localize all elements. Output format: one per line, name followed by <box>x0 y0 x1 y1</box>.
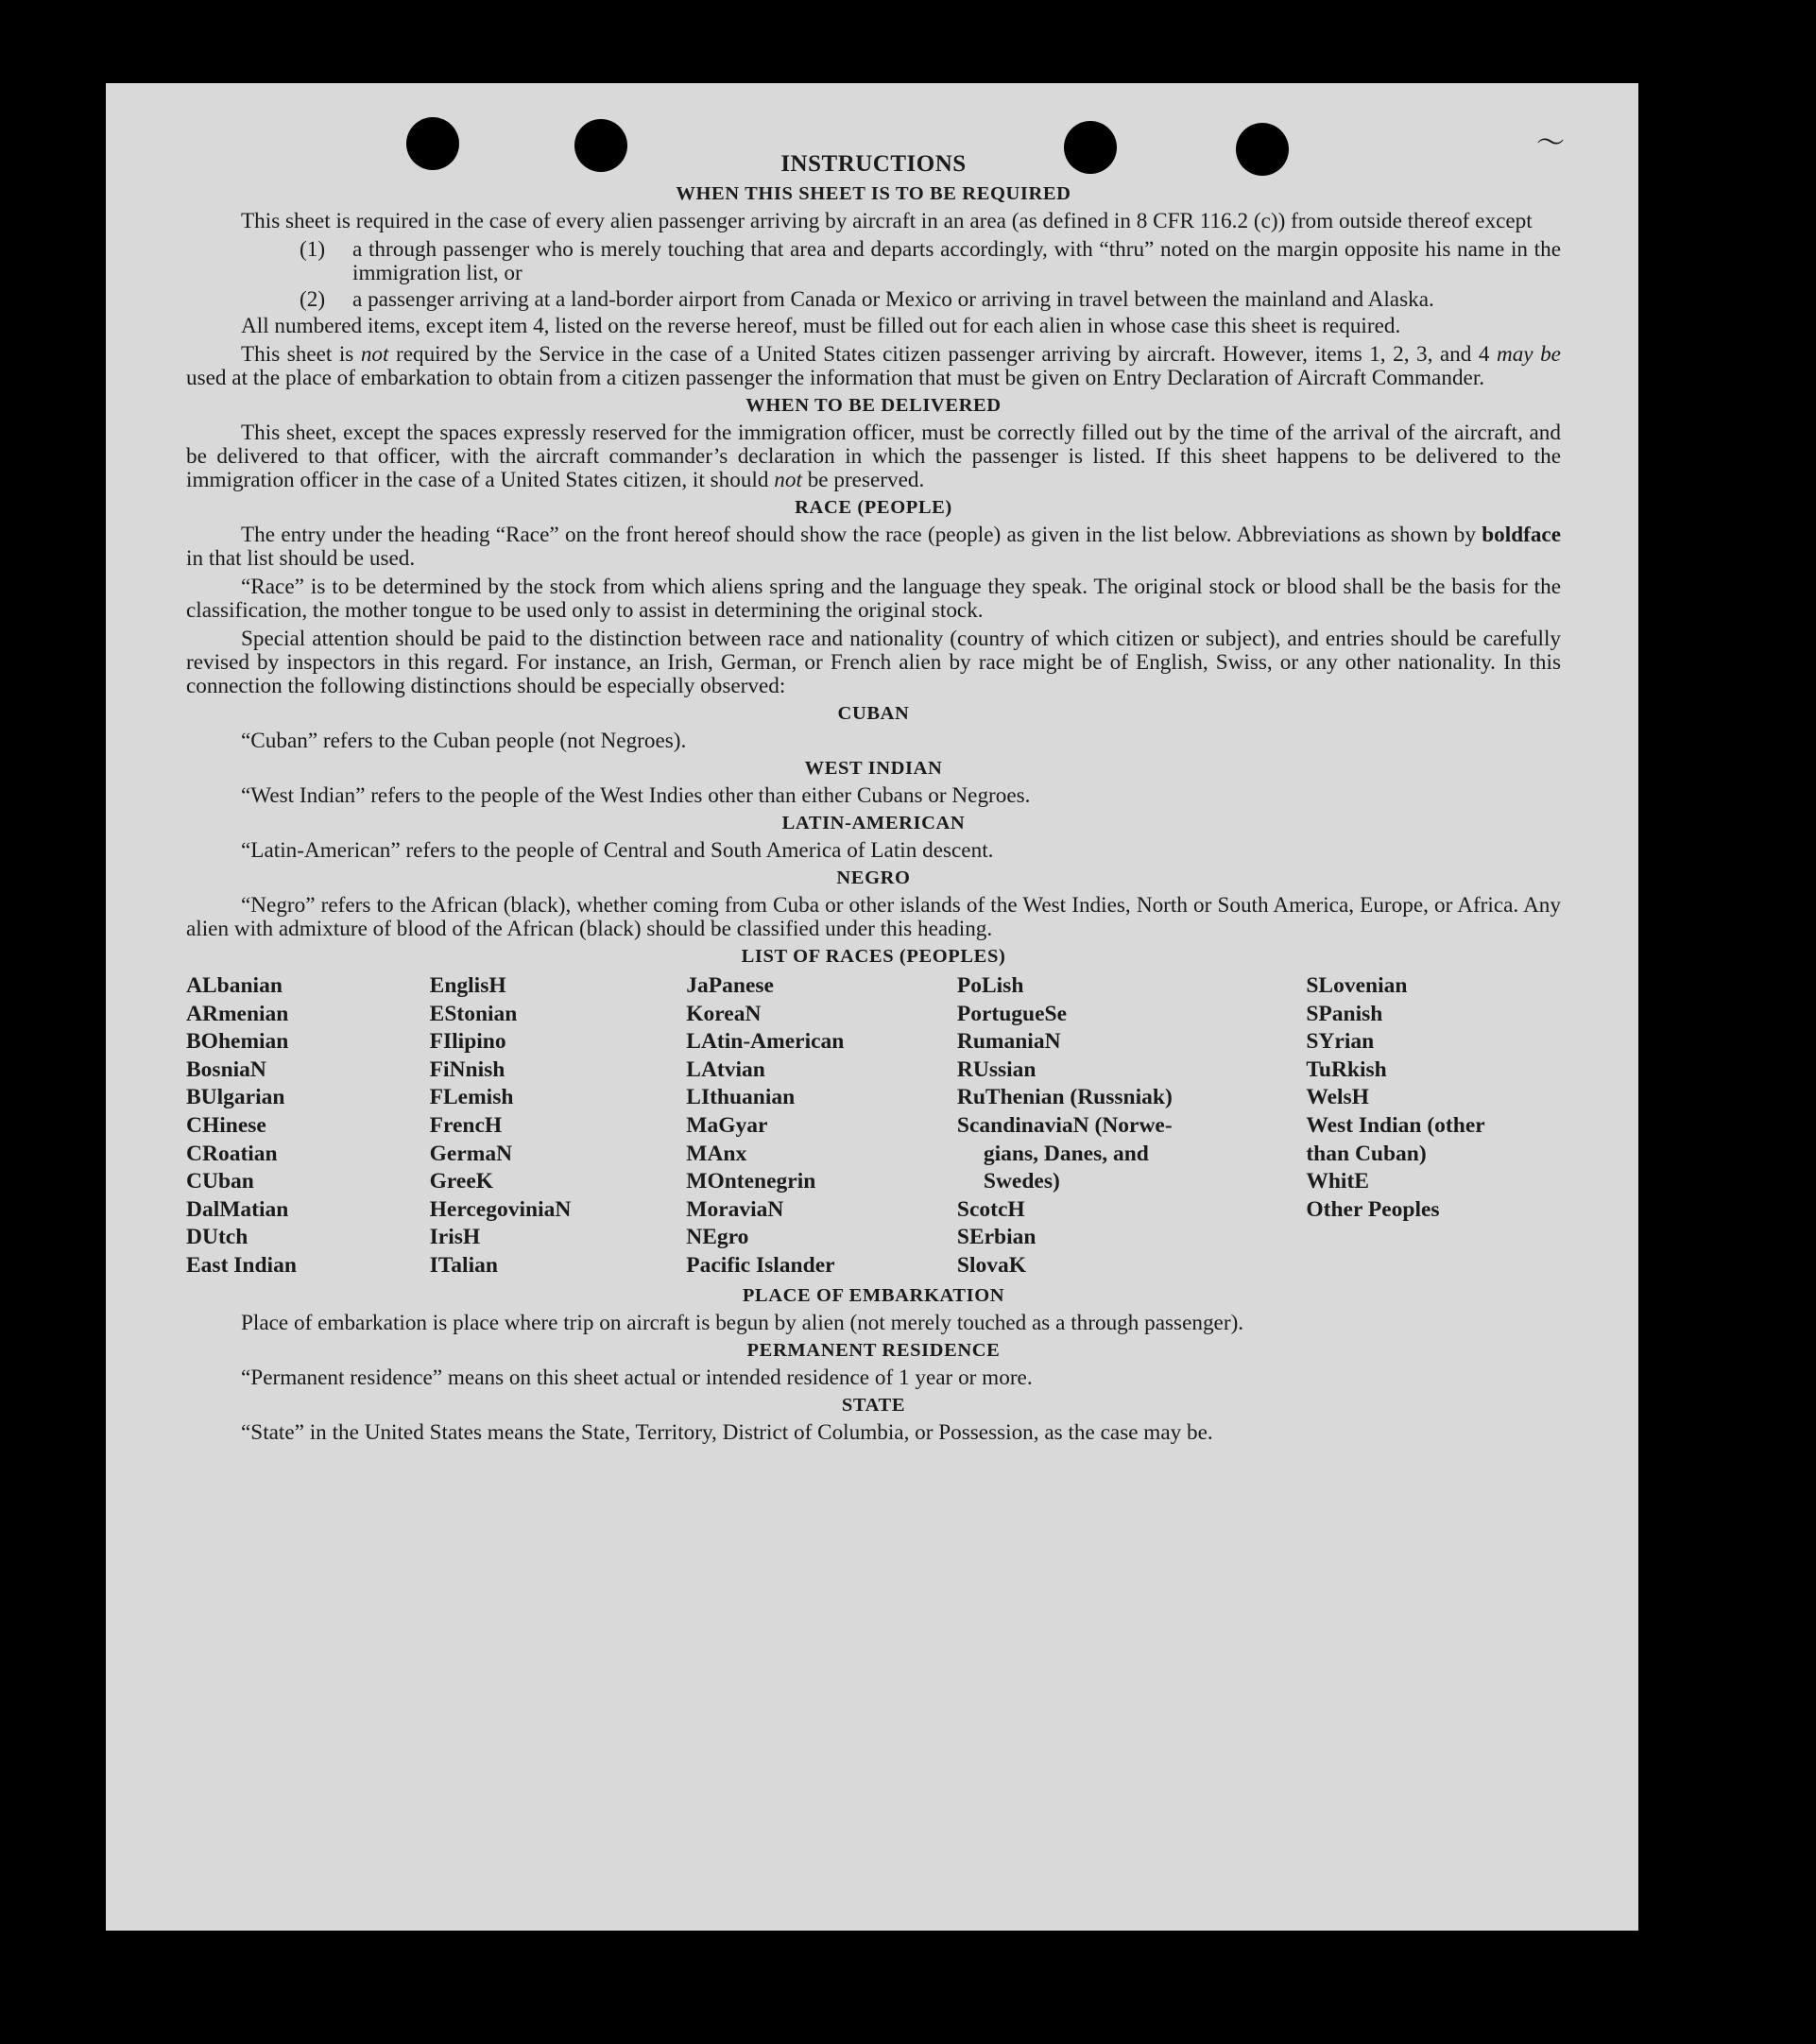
paragraph-latin-american: “Latin-American” refers to the people of Central and South America of Latin descent. <box>241 838 994 863</box>
race-entry: FiNnish <box>429 1056 505 1082</box>
paragraph-cuban: “Cuban” refers to the Cuban people (not Negroes). <box>241 729 687 753</box>
race-entry: RUssian <box>956 1056 1036 1082</box>
race-entry: SLovenian <box>1306 973 1408 998</box>
races-column <box>686 972 957 1280</box>
race-entry: CRoatian <box>186 1141 278 1166</box>
paragraph-residence: “Permanent residence” means on this sheet actual or intended residence of 1 year or more. <box>241 1365 1033 1390</box>
paragraph-embarkation: Place of embarkation is place where trip on aircraft is begun by alien (not merely touched as a through passenger). <box>241 1310 1244 1335</box>
instructions-content <box>186 151 1561 1450</box>
section-heading-when-delivered: WHEN TO BE DELIVERED <box>745 395 1002 416</box>
section-heading-embarkation: PLACE OF EMBARKATION <box>742 1284 1005 1306</box>
race-entry: EStonian <box>429 1001 518 1026</box>
paragraph-citizen-passenger: This sheet is not required by the Service in the case of a United States citizen passenger arriving by aircraft. However, items 1, 2, 3, and 4 may be used at the place of embarkation to obtain from a citizen passenger the information that must be given on Entry Declaration of Aircraft Commander. <box>186 342 1561 390</box>
race-entry: FIlipino <box>429 1029 506 1055</box>
race-entry: ScotcH <box>956 1196 1025 1222</box>
race-entry: DalMatian <box>186 1196 289 1222</box>
exception-text: a through passenger who is merely touching that area and departs accordingly, with “thru” noted on the margin opposite his name in the immigration list, or <box>352 237 1561 285</box>
race-entry-line: gians, Danes, and <box>983 1141 1149 1166</box>
race-entry-line: than Cuban) <box>1306 1141 1427 1166</box>
race-entry: IrisH <box>429 1225 481 1250</box>
race-entry: SlovaK <box>956 1252 1027 1278</box>
handwritten-mark: 〜 <box>1536 127 1565 160</box>
paragraph-when-required-intro: This sheet is required in the case of every alien passenger arriving by aircraft in an area (as defined in 8 CFR 116.2 (c)) from outside thereof except <box>241 209 1533 233</box>
exception-number: (2) <box>300 287 326 312</box>
race-entry: SPanish <box>1306 1001 1383 1026</box>
document-sheet <box>106 83 1638 1931</box>
race-entry: RuThenian (Russniak) <box>956 1085 1173 1110</box>
paragraph-numbered-items: All numbered items, except item 4, listed on the reverse hereof, must be filled out for each alien in whose case this sheet is required. <box>241 314 1401 338</box>
paragraph-negro: “Negro” refers to the African (black), whether coming from Cuba or other islands of the West Indies, North or South America, Europe, or Africa. Any alien with admixture of blood of the African (black) should be classified under this heading. <box>186 893 1561 941</box>
section-heading-residence: PERMANENT RESIDENCE <box>746 1339 1001 1361</box>
exception-item <box>300 238 1561 285</box>
exception-item <box>300 288 1561 312</box>
race-entry: LAtvian <box>686 1056 765 1082</box>
race-entry-line: ScandinaviaN (Norwe- <box>956 1112 1173 1138</box>
section-heading-west-indian: WEST INDIAN <box>804 758 943 779</box>
race-entry: LIthuanian <box>686 1085 796 1110</box>
race-entry: WelsH <box>1306 1085 1369 1110</box>
page-title: INSTRUCTIONS <box>780 151 967 177</box>
race-entry: SErbian <box>956 1225 1036 1250</box>
race-entry: HercegoviniaN <box>429 1196 572 1222</box>
race-entry: BUlgarian <box>186 1085 285 1110</box>
race-entry: Other Peoples <box>1306 1196 1440 1222</box>
paragraph-race-distinction: Special attention should be paid to the distinction between race and nationality (country of which citizen or subject), and entries should be carefully revised by inspectors in this regard. For instance, an Irish, German, or French alien by race might be of English, Swiss, or any other nationality. In this connection the following distinctions should be especially observed: <box>186 627 1561 698</box>
race-entry: MoraviaN <box>686 1196 784 1222</box>
race-entry-line: Swedes) <box>983 1169 1060 1194</box>
race-entry: MaGyar <box>686 1112 768 1138</box>
paragraph-race-entry: The entry under the heading “Race” on the front hereof should show the race (people) as given in the list below. Abbreviations as shown by boldface in that list should be used. <box>186 523 1561 571</box>
race-entry: BosniaN <box>186 1056 266 1082</box>
race-entry: WhitE <box>1306 1169 1369 1194</box>
exception-text: a passenger arriving at a land-border airport from Canada or Mexico or arriving in travel between the mainland and Alaska. <box>352 287 1434 312</box>
race-entry: ALbanian <box>186 973 283 998</box>
races-list <box>186 972 1561 1280</box>
paragraph-race-definition: “Race” is to be determined by the stock from which aliens spring and the language they speak. The original stock or blood shall be the basis for the classification, the mother tongue to be used only to assist in determining the original stock. <box>186 575 1561 623</box>
race-entry-west-indian <box>1306 1112 1561 1168</box>
paragraph-when-delivered: This sheet, except the spaces expressly reserved for the immigration officer, must be correctly filled out by the time of the arrival of the aircraft, and be delivered to that officer, with the aircraft commander’s declaration in which the passenger is listed. If this sheet happens to be delivered to the immigration officer in the case of a United States citizen, it should not be preserved. <box>186 421 1561 492</box>
race-entry: TuRkish <box>1306 1056 1387 1082</box>
races-column <box>1306 972 1561 1280</box>
race-entry: GermaN <box>429 1141 513 1166</box>
section-heading-list-of-races: LIST OF RACES (PEOPLES) <box>741 946 1006 967</box>
race-entry: PortugueSe <box>956 1001 1068 1026</box>
race-entry: SYrian <box>1306 1029 1375 1055</box>
section-heading-cuban: CUBAN <box>837 703 910 724</box>
races-column <box>430 972 687 1280</box>
race-entry: Pacific Islander <box>686 1252 835 1278</box>
race-entry: CUban <box>186 1169 254 1194</box>
paragraph-state: “State” in the United States means the State, Territory, District of Columbia, or Possession, as the case may be. <box>241 1419 1213 1445</box>
race-entry: PoLish <box>956 973 1024 998</box>
race-entry: MOntenegrin <box>686 1169 816 1194</box>
race-entry: FLemish <box>429 1085 514 1110</box>
race-entry: ITalian <box>429 1252 498 1278</box>
race-entry: BOhemian <box>186 1029 289 1055</box>
section-heading-negro: NEGRO <box>836 867 911 888</box>
section-heading-state: STATE <box>841 1394 906 1416</box>
race-entry: ARmenian <box>186 1001 289 1026</box>
race-entry: JaPanese <box>686 973 774 998</box>
race-entry: KoreaN <box>686 1001 762 1026</box>
race-entry-scandinavian <box>957 1112 1306 1196</box>
section-heading-latin-american: LATIN-AMERICAN <box>781 813 966 833</box>
paragraph-west-indian: “West Indian” refers to the people of the West Indies other than either Cubans or Negroes. <box>241 783 1031 808</box>
section-heading-when-required: WHEN THIS SHEET IS TO BE REQUIRED <box>676 183 1071 204</box>
race-entry: FrencH <box>429 1112 503 1138</box>
race-entry: East Indian <box>186 1252 297 1278</box>
race-entry: NEgro <box>686 1225 749 1250</box>
race-entry: CHinese <box>186 1112 266 1138</box>
race-entry: DUtch <box>186 1225 248 1250</box>
race-entry-line: West Indian (other <box>1306 1112 1485 1138</box>
race-entry: RumaniaN <box>956 1029 1061 1055</box>
exception-number: (1) <box>300 237 326 262</box>
race-entry: GreeK <box>429 1169 494 1194</box>
races-column <box>957 972 1306 1280</box>
race-entry: MAnx <box>686 1141 747 1166</box>
races-column <box>186 972 430 1280</box>
race-entry: LAtin-American <box>686 1029 845 1055</box>
section-heading-race: RACE (PEOPLE) <box>795 497 952 518</box>
race-entry: EnglisH <box>429 973 506 998</box>
